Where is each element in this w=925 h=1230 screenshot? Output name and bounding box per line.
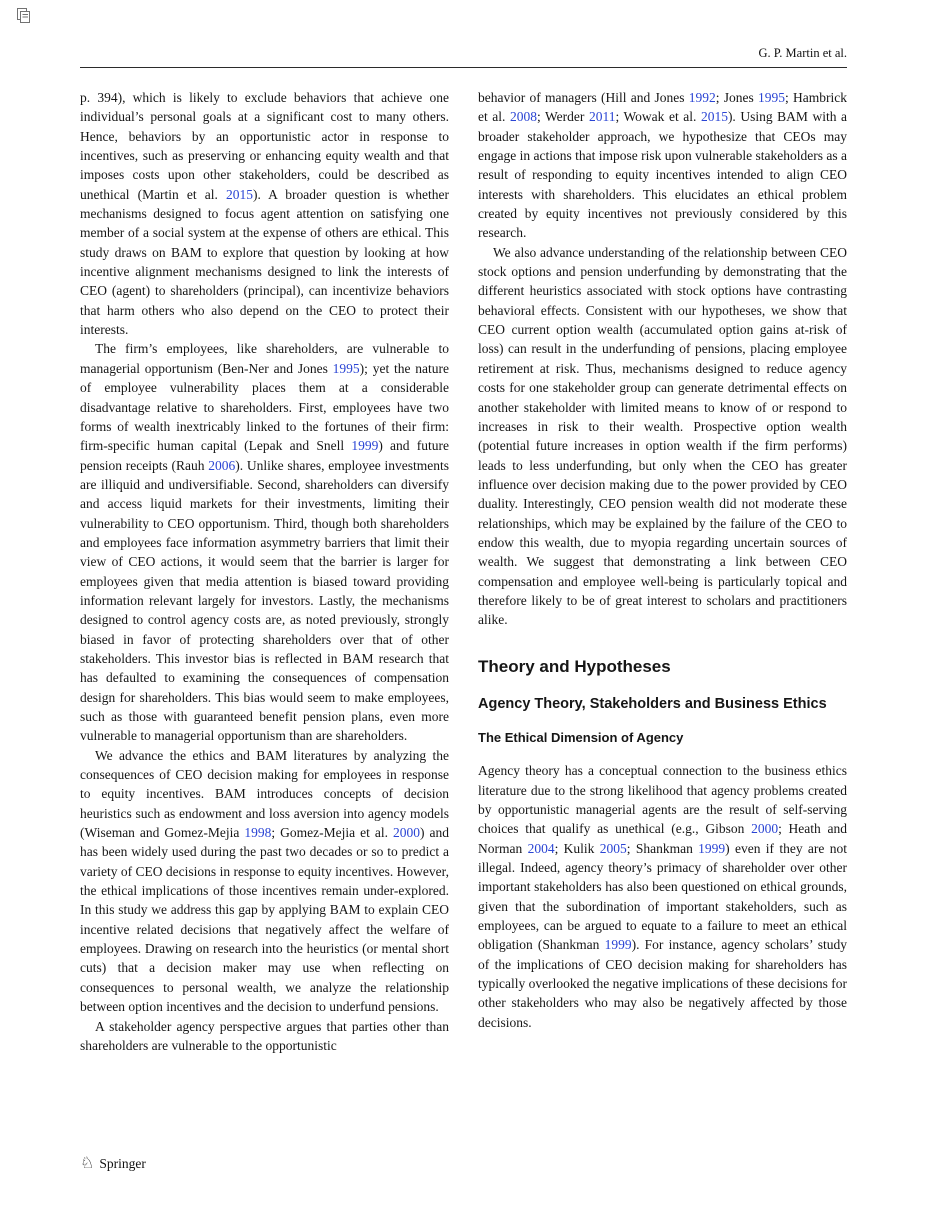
header-rule	[80, 67, 847, 68]
citation-link[interactable]: 2008	[509, 109, 537, 125]
paragraph: We also advance understanding of the relationship between CEO stock options and pension underfunding by demonstrating that the different heuristics associated with stock options have contrasting behavioral effects. Consistent with our hypotheses, we show that CEO current option wealth (accumulated option gains at-risk of loss) can result in the underfunding of pensions, placing employee retirement at risk. Thus, mechanisms designed to reduce agency costs for one stakeholder group can generate detrimental effects on another stakeholder with limited means to know of or respond to increases in risk to their wealth. Prospective option wealth (potential future increases in option wealth if the firm performs) leads to less underfunding, but only when the CEO has greater influence over decision making due to the power provided by CEO duality. Interestingly, CEO pension wealth did not moderate these relationships, which may be explained by the failure of the CEO to endow this wealth, due to myopia regarding uncertain sources of wealth. We suggest that demonstrating a link between CEO compensation and employee well-being is particularly topical and therefore likely to be of great interest to scholars and practitioners alike.	[478, 244, 847, 628]
citation-link[interactable]: 2006	[208, 457, 236, 473]
subsubsection-heading-ethical-dimension: The Ethical Dimension of Agency	[478, 730, 684, 745]
citation-link[interactable]: 2000	[751, 821, 779, 837]
paragraph: behavior of managers (Hill and Jones 1992; Jones 1995; Hambrick et al. 2008; Werder 2011; Wowak et al. 2015). Using BAM with a broader stakeholder approach, we hypothesize that CEOs may engage in actions that impose risk upon vulnerable stakeholders as a result of responding to equity incentives intended to align CEO interests with shareholders. This elucidates an ethical problem created by equity incentives not previously considered by this research.	[478, 90, 847, 241]
paragraph: The firm’s employees, like shareholders, are vulnerable to managerial opportunism (Ben-Ner and Jones 1995); yet the nature of employee vulnerability places them at a considerable disadvantage relative to shareholders. First, employees have two forms of wealth inextricably linked to the fortunes of their firm: firm-specific human capital (Lepak and Snell 1999) and future pension receipts (Rauh 2006). Unlike shares, employee investments are illiquid and undiversifiable. Second, shareholders can diversify and access liquid markets for their investments, limiting their vulnerability to CEO opportunism. Third, though both shareholders and employees face information asymmetry barriers that limit their view of CEO actions, it would seem that the barrier is larger for employees given that media attention is biased toward providing information relevant largely for investors. Lastly, the mechanisms designed to control agency costs are, as noted previously, strongly biased in favor of protecting shareholders over that of other stakeholders. This investor bias is reflected in BAM research that has defaulted to examining the consequences of compensation design for shareholders. This bias would seem to make employees, such as those with guaranteed benefit pension plans, even more vulnerable to managerial opportunism than are shareholders.	[80, 341, 449, 744]
running-head: G. P. Martin et al.	[758, 46, 847, 60]
publisher-name: Springer	[99, 1156, 146, 1171]
citation-link[interactable]: 2015	[700, 109, 728, 125]
citation-link[interactable]: 2005	[599, 840, 627, 856]
paragraph: A stakeholder agency perspective argues that parties other than shareholders are vulnerable to the opportunistic	[80, 1018, 449, 1053]
paragraph: p. 394), which is likely to exclude behaviors that achieve one individual’s personal goals at a significant cost to many others. Hence, behaviors by an opportunistic actor in response to incentives, such as preserving or enhancing equity wealth and that imposes costs upon other stakeholders, could be described as unethical (Martin et al. 2015). A broader question is whether mechanisms designed to focus agent attention on satisfying one member of a social system at the expense of others are ethical. This study draws on BAM to explore that question by looking at how incentive alignment mechanisms designed to link the interests of CEO (agent) to shareholders (principal), can incentivize behaviors that harm others who also depend on the CEO to protect their interests.	[80, 90, 449, 338]
citation-link[interactable]: 1992	[688, 90, 716, 105]
springer-logo-icon: ♘	[80, 1155, 95, 1172]
citation-link[interactable]: 2000	[393, 825, 420, 841]
subsection-heading-agency-theory: Agency Theory, Stakeholders and Business Ethics	[478, 695, 827, 712]
citation-link[interactable]: 1999	[698, 840, 726, 856]
citation-link[interactable]: 1999	[604, 937, 632, 953]
citation-link[interactable]: 1995	[332, 360, 360, 376]
citation-link[interactable]: 1999	[351, 438, 379, 454]
citation-link[interactable]: 1998	[244, 825, 272, 841]
citation-link[interactable]: 1995	[758, 90, 785, 105]
paragraph: Agency theory has a conceptual connection to the business ethics literature due to the strong likelihood that agency problems created by opportunistic managerial agents are the result of self-serving choices that qualify as unethical (e.g., Gibson 2000; Heath and Norman 2004; Kulik 2005; Shankman 1999) even if they are not illegal. Indeed, agency theory’s primacy of shareholder over other important stakeholders has also been questioned on ethical grounds, given that the subordination of important stakeholders, such as employees, can be argued to equate to a failure to meet an ethical obligation (Shankman 1999). For instance, agency scholars’ study of the implications of CEO decision making for shareholders has typically overlooked the negative implications of these decisions for other stakeholders who may also be negatively affected by those decisions.	[478, 763, 847, 1030]
paragraph: We advance the ethics and BAM literatures by analyzing the consequences of CEO decision making for employees in response to equity incentives. BAM introduces concepts of decision heuristics such as endowment and loss aversion into agency models (Wiseman and Gomez-Mejia 1998; Gomez-Mejia et al. 2000) and has been widely used during the past two decades or so to predict a variety of CEO decisions in response to equity incentives. However, the ethical implications of those incentives remain under-explored. In this study we address this gap by applying BAM to explain CEO incentive related decisions that negatively affect the welfare of employees. Drawing on research into the heuristics (or mental short cuts) that a decision maker may use when reflecting on consequences to personal wealth, we analyze the relationship between option incentives and the decision to underfund pensions.	[80, 747, 449, 1015]
citation-link[interactable]: 2004	[527, 840, 555, 856]
citation-link[interactable]: 2011	[588, 109, 616, 125]
section-heading-theory-and-hypotheses: Theory and Hypotheses	[478, 656, 671, 676]
page-mark-icon	[17, 8, 30, 23]
page-body	[80, 88, 847, 1055]
right-column	[478, 88, 847, 1032]
citation-link[interactable]: 2015	[225, 186, 253, 202]
footer	[80, 1156, 146, 1172]
left-column	[80, 88, 449, 1055]
